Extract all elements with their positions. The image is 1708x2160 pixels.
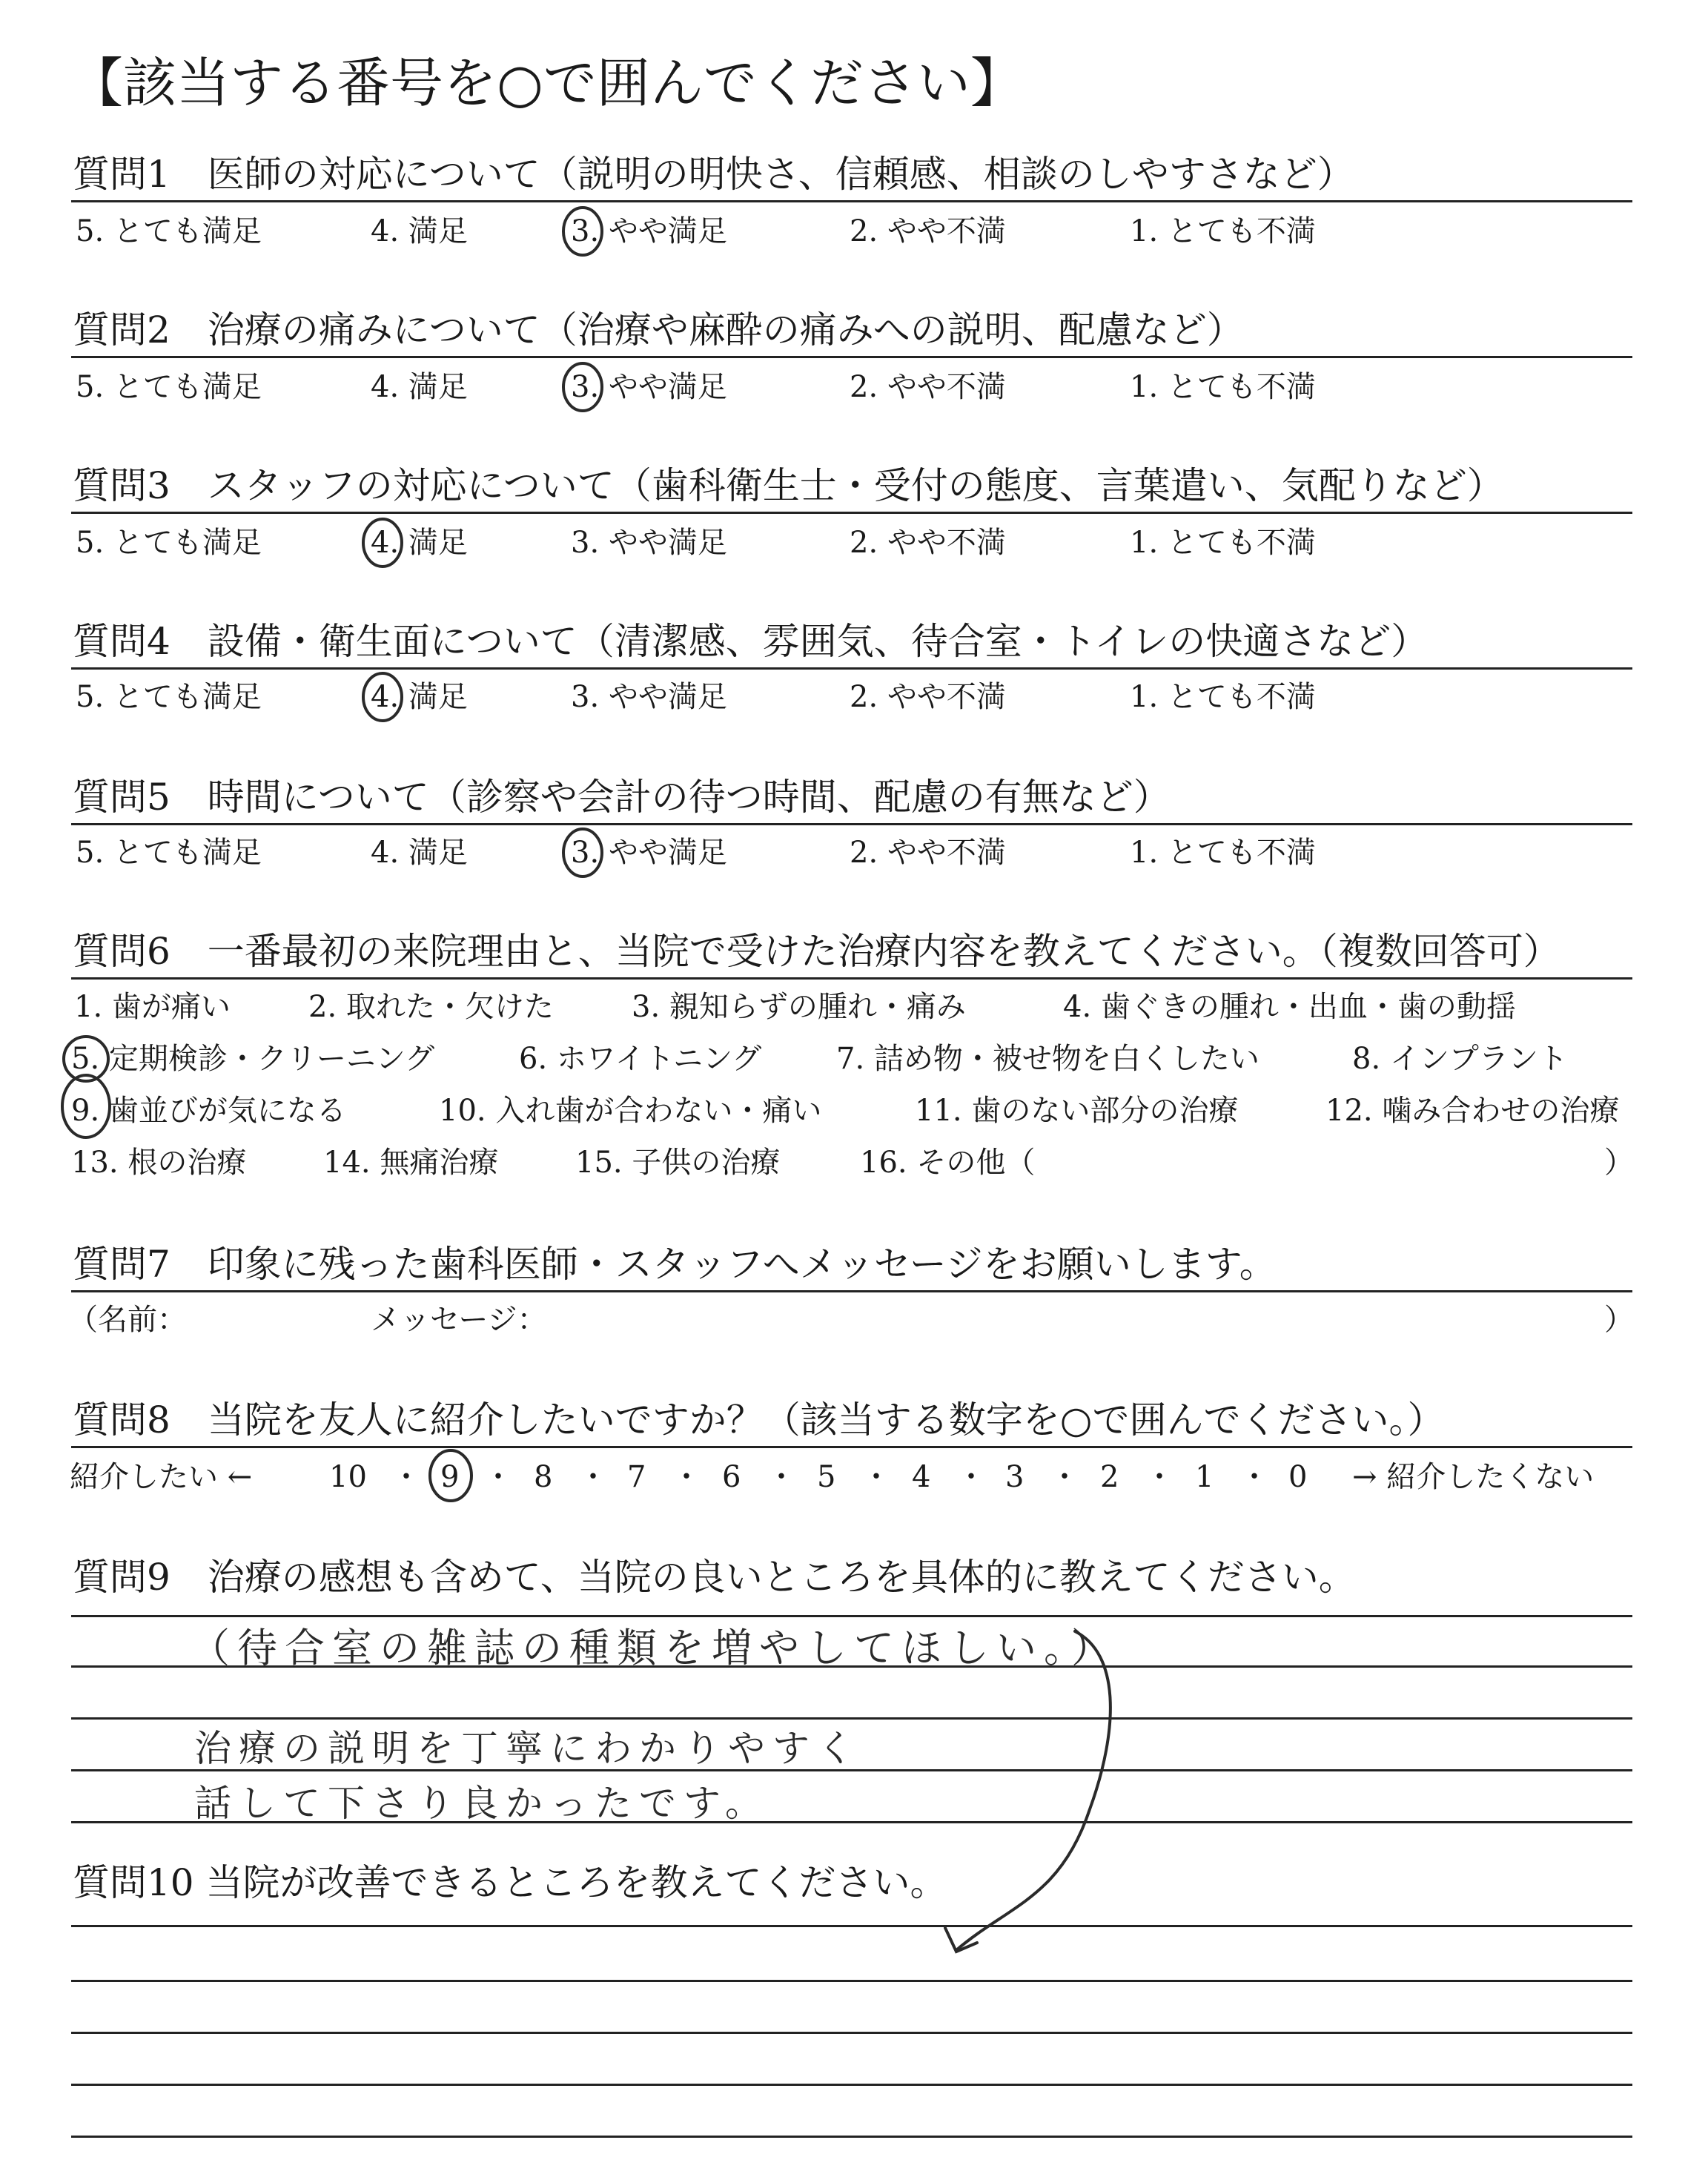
question-9-label: 質問9 治療の感想も含めて、当院の良いところを具体的に教えてください。 <box>73 1556 1356 1599</box>
answer-line <box>71 2136 1632 2138</box>
q6-option-5[interactable]: 5. 定期検診・クリーニング <box>71 1042 435 1076</box>
answer-line <box>71 2032 1632 2034</box>
question-1-rule <box>71 200 1632 202</box>
question-7-label: 質問7 印象に残った歯科医師・スタッフへメッセージをお願いします。 <box>73 1243 1277 1286</box>
question-8-label: 質問8 当院を友人に紹介したいですか？（該当する数字を○で囲んでください。） <box>73 1398 1445 1441</box>
q6-other-close-paren: ） <box>1604 1146 1634 1180</box>
q5-option-2[interactable]: 2. やや不満 <box>850 836 1006 870</box>
q6-option-16[interactable]: 16. その他（ <box>860 1146 1036 1180</box>
q8-score-2[interactable]: 2 <box>1100 1460 1119 1494</box>
q8-separator: ・ <box>672 1460 701 1494</box>
answer-line <box>71 1980 1632 1982</box>
q2-option-1[interactable]: 1. とても不満 <box>1130 370 1316 404</box>
q4-option-5[interactable]: 5. とても満足 <box>76 680 262 714</box>
q8-score-6[interactable]: 6 <box>722 1460 741 1494</box>
q4-option-2[interactable]: 2. やや不満 <box>850 680 1006 714</box>
q2-option-3[interactable]: 3. やや満足 <box>571 370 727 404</box>
question-6-label: 質問6 一番最初の来院理由と、当院で受けた治療内容を教えてください。（複数回答可） <box>73 930 1560 973</box>
q5-option-3[interactable]: 3. やや満足 <box>571 836 727 870</box>
q2-option-5[interactable]: 5. とても満足 <box>76 370 262 404</box>
question-3-rule <box>71 512 1632 514</box>
q4-option-3[interactable]: 3. やや満足 <box>571 680 727 714</box>
question-1-label: 質問1 医師の対応について（説明の明快さ、信頼感、相談のしやすさなど） <box>73 153 1354 196</box>
q1-option-1[interactable]: 1. とても不満 <box>1130 214 1316 248</box>
q3-option-5[interactable]: 5. とても満足 <box>76 526 262 560</box>
q6-option-15[interactable]: 15. 子供の治療 <box>575 1146 781 1180</box>
handwritten-answer-line-2: 治療の説明を丁寧にわかりやすく <box>194 1727 861 1770</box>
q8-right-label: → 紹介したくない <box>1352 1460 1595 1494</box>
q8-separator: ・ <box>578 1460 608 1494</box>
q8-score-0[interactable]: 0 <box>1288 1460 1308 1494</box>
q8-separator: ・ <box>1239 1460 1269 1494</box>
question-10-label: 質問10 当院が改善できるところを教えてください。 <box>73 1861 947 1904</box>
q3-option-3[interactable]: 3. やや満足 <box>571 526 727 560</box>
q6-option-10[interactable]: 10. 入れ歯が合わない・痛い <box>439 1094 822 1128</box>
q8-score-3[interactable]: 3 <box>1005 1460 1025 1494</box>
q6-option-11[interactable]: 11. 歯のない部分の治療 <box>915 1094 1239 1128</box>
q3-option-1[interactable]: 1. とても不満 <box>1130 526 1316 560</box>
q6-option-3[interactable]: 3. 親知らずの腫れ・痛み <box>632 990 966 1024</box>
q8-separator: ・ <box>1145 1460 1174 1494</box>
q7-close-paren: ） <box>1604 1303 1634 1337</box>
question-2-rule <box>71 356 1632 358</box>
q8-separator: ・ <box>391 1460 421 1494</box>
q6-option-7[interactable]: 7. 詰め物・被せ物を白くしたい <box>836 1042 1260 1076</box>
question-7-rule <box>71 1290 1632 1292</box>
q2-option-2[interactable]: 2. やや不満 <box>850 370 1006 404</box>
q4-option-1[interactable]: 1. とても不満 <box>1130 680 1316 714</box>
q8-score-1[interactable]: 1 <box>1195 1460 1214 1494</box>
question-5-rule <box>71 823 1632 825</box>
q6-option-9[interactable]: 9. 歯並びが気になる <box>71 1094 346 1128</box>
form-title: 【該当する番号を○で囲んでください】 <box>70 52 1024 114</box>
q4-option-4[interactable]: 4. 満足 <box>371 680 468 714</box>
answer-line <box>71 1925 1632 1927</box>
q8-separator: ・ <box>767 1460 796 1494</box>
q7-message-label: メッセージ： <box>371 1303 547 1337</box>
q8-score-10[interactable]: 10 <box>329 1460 367 1494</box>
q3-option-4[interactable]: 4. 満足 <box>371 526 468 560</box>
q6-option-12[interactable]: 12. 噛み合わせの治療 <box>1325 1094 1620 1128</box>
question-4-label: 質問4 設備・衛生面について（清潔感、雰囲気、待合室・トイレの快適さなど） <box>73 620 1429 663</box>
q5-option-5[interactable]: 5. とても満足 <box>76 836 262 870</box>
q8-separator: ・ <box>483 1460 513 1494</box>
q6-option-1[interactable]: 1. 歯が痛い <box>74 990 231 1024</box>
q8-score-7[interactable]: 7 <box>627 1460 646 1494</box>
q6-option-2[interactable]: 2. 取れた・欠けた <box>308 990 554 1024</box>
q8-score-4[interactable]: 4 <box>912 1460 931 1494</box>
handwritten-answer-line-1: （待合室の雑誌の種類を増やしてほしい。） <box>190 1625 1119 1671</box>
q8-left-label: 紹介したい ← <box>70 1460 253 1494</box>
q6-option-13[interactable]: 13. 根の治療 <box>71 1146 247 1180</box>
q6-option-4[interactable]: 4. 歯ぐきの腫れ・出血・歯の動揺 <box>1063 990 1516 1024</box>
question-5-label: 質問5 時間について（診察や会計の待つ時間、配慮の有無など） <box>73 776 1171 819</box>
q1-option-4[interactable]: 4. 満足 <box>371 214 468 248</box>
q8-score-5[interactable]: 5 <box>817 1460 836 1494</box>
question-3-label: 質問3 スタッフの対応について（歯科衛生士・受付の態度、言葉遣い、気配りなど） <box>73 464 1504 507</box>
q3-option-2[interactable]: 2. やや不満 <box>850 526 1006 560</box>
q8-score-8[interactable]: 8 <box>534 1460 553 1494</box>
q1-option-5[interactable]: 5. とても満足 <box>76 214 262 248</box>
handwritten-answer-line-3: 話して下さり良かったです。 <box>194 1782 769 1825</box>
q1-option-2[interactable]: 2. やや不満 <box>850 214 1006 248</box>
answer-line <box>71 2084 1632 2086</box>
q6-option-6[interactable]: 6. ホワイトニング <box>519 1042 762 1076</box>
q7-name-label: （名前： <box>68 1303 187 1337</box>
q6-option-14[interactable]: 14. 無痛治療 <box>323 1146 499 1180</box>
q5-option-4[interactable]: 4. 満足 <box>371 836 468 870</box>
q5-option-1[interactable]: 1. とても不満 <box>1130 836 1316 870</box>
q8-separator: ・ <box>1050 1460 1079 1494</box>
q1-option-3[interactable]: 3. やや満足 <box>571 214 727 248</box>
q8-separator: ・ <box>956 1460 986 1494</box>
q2-option-4[interactable]: 4. 満足 <box>371 370 468 404</box>
question-6-rule <box>71 977 1632 980</box>
arrow-line <box>956 1631 1110 1950</box>
question-4-rule <box>71 667 1632 670</box>
q8-separator: ・ <box>861 1460 891 1494</box>
question-8-rule <box>71 1446 1632 1448</box>
question-2-label: 質問2 治療の痛みについて（治療や麻酔の痛みへの説明、配慮など） <box>73 308 1244 351</box>
q6-option-8[interactable]: 8. インプラント <box>1352 1042 1568 1076</box>
arrow-head-icon <box>945 1928 977 1952</box>
q8-score-9[interactable]: 9 <box>440 1460 460 1494</box>
